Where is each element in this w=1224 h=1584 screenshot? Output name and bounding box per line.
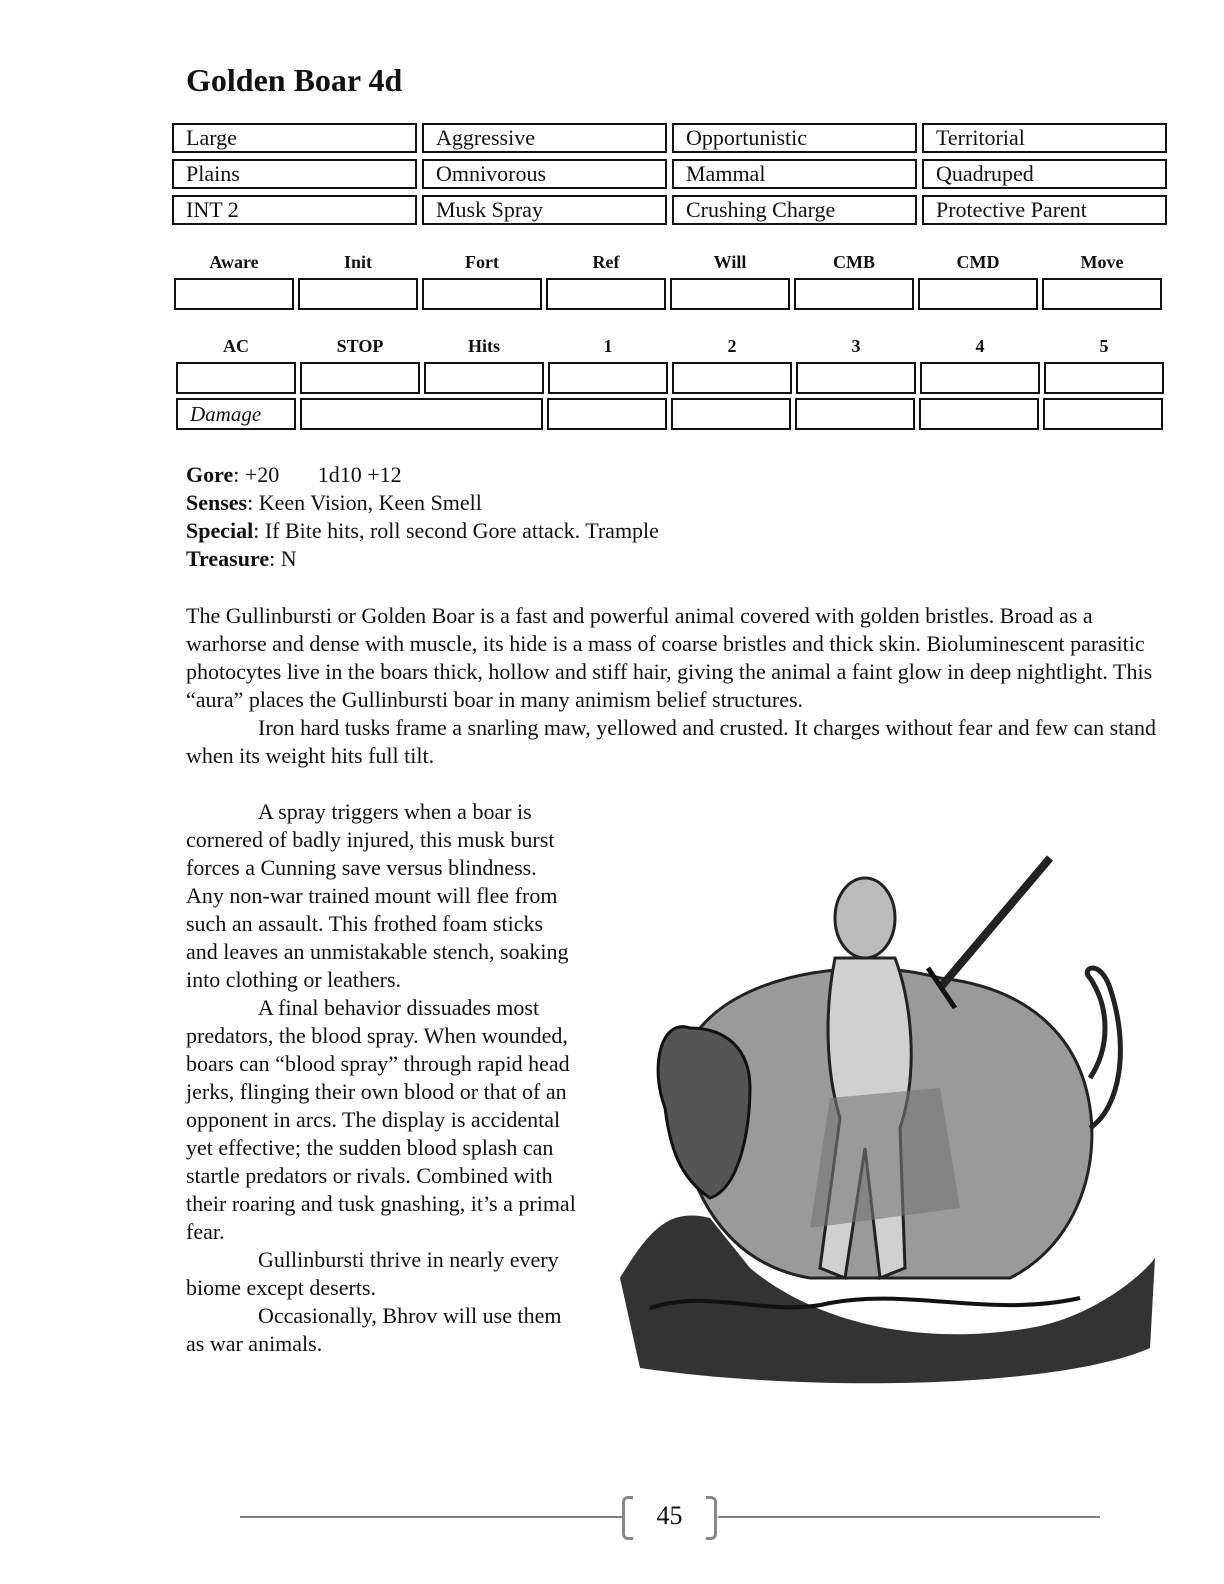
- damage-row: [176, 398, 1163, 430]
- damage-label: Damage: [176, 398, 296, 430]
- paragraph: A spray triggers when a boar is cornered of badly injured, this musk burst forces a Cunning save versus blindness. Any non-war trained mount will flee from such an assault. This frothed foam sticks and leaves an unmistakable stench, soaking into clothing or leathers.: [186, 799, 569, 992]
- stat-label: 4: [975, 336, 985, 356]
- attr-senses: Senses: Keen Vision, Keen Smell: [186, 490, 482, 515]
- damage-box[interactable]: [795, 398, 915, 430]
- damage-box[interactable]: [547, 398, 667, 430]
- trait-cell: Mammal: [672, 159, 917, 189]
- stat-label: Aware: [209, 252, 259, 272]
- stat-box[interactable]: [672, 362, 792, 394]
- stat-box[interactable]: [796, 362, 916, 394]
- paragraph: The Gullinbursti or Golden Boar is a fast and powerful animal covered with golden bristles. Broad as a warhorse and dense with muscle, its hide is a mass of coarse bristles and thick skin. Bioluminescent parasitic photocytes live in the boars thick, hollow and stiff hair, giving the animal a faint glow in deep nightlight. This “aura” places the Gullinbursti boar in many animism belief structures.: [186, 603, 1153, 712]
- footer-bracket-right: [706, 1496, 717, 1540]
- stat-box[interactable]: [1044, 362, 1164, 394]
- attr-gore: Gore: +20 1d10 +12: [186, 462, 402, 487]
- attr-special: Special: If Bite hits, roll second Gore attack. Trample: [186, 518, 659, 543]
- stat-label: Init: [343, 252, 372, 272]
- paragraph: Occasionally, Bhrov will use them as war animals.: [186, 1303, 562, 1356]
- trait-cell: Quadruped: [922, 159, 1167, 189]
- stat-box[interactable]: [422, 278, 542, 310]
- footer-rule-left: [240, 1516, 622, 1518]
- stat-label: STOP: [336, 336, 384, 356]
- stat-box[interactable]: [794, 278, 914, 310]
- stat-label: 5: [1099, 336, 1109, 356]
- stat-label: 2: [727, 336, 737, 356]
- trait-cell: Crushing Charge: [672, 195, 917, 225]
- stat-box[interactable]: [424, 362, 544, 394]
- stat-label: Hits: [467, 336, 500, 356]
- stat-box[interactable]: [548, 362, 668, 394]
- trait-cell: INT 2: [172, 195, 417, 225]
- stat-block-2: [176, 336, 1164, 394]
- stat-box[interactable]: [1042, 278, 1162, 310]
- page-title: Golden Boar 4d: [186, 62, 403, 98]
- trait-cell: Protective Parent: [922, 195, 1167, 225]
- description-narrow: [186, 798, 578, 1358]
- damage-box[interactable]: [300, 398, 543, 430]
- footer-rule-right: [718, 1516, 1100, 1518]
- attr-treasure: Treasure: N: [186, 546, 297, 571]
- stat-label: AC: [223, 336, 249, 356]
- trait-cell: Plains: [172, 159, 417, 189]
- stat-label: Ref: [592, 252, 620, 272]
- stat-box[interactable]: [920, 362, 1040, 394]
- traits-grid: [172, 123, 1167, 225]
- stat-label: 1: [603, 336, 613, 356]
- attributes: [186, 461, 659, 573]
- stat-label: CMD: [956, 252, 1000, 272]
- trait-cell: Territorial: [922, 123, 1167, 153]
- stat-box[interactable]: [176, 362, 296, 394]
- stat-box[interactable]: [174, 278, 294, 310]
- trait-cell: Musk Spray: [422, 195, 667, 225]
- damage-box[interactable]: [671, 398, 791, 430]
- stat-box[interactable]: [546, 278, 666, 310]
- stat-label: CMB: [833, 252, 875, 272]
- stat-label: Fort: [465, 252, 499, 272]
- stat-label: 3: [851, 336, 861, 356]
- paragraph: A final behavior dissuades most predators, the blood spray. When wounded, boars can “blood spray” through rapid head jerks, flinging their own blood or that of an opponent in arcs. The display is accidental yet effective; the sudden blood splash can startle predators or rivals. Combined with their roaring and tusk gnashing, it’s a primal fear.: [186, 995, 576, 1244]
- trait-cell: Aggressive: [422, 123, 667, 153]
- stat-box[interactable]: [300, 362, 420, 394]
- page-number: 45: [656, 1501, 683, 1530]
- stat-box[interactable]: [918, 278, 1038, 310]
- stat-box[interactable]: [298, 278, 418, 310]
- stat-box[interactable]: [670, 278, 790, 310]
- stat-label: Move: [1080, 252, 1124, 272]
- trait-cell: Opportunistic: [672, 123, 917, 153]
- paragraph: Iron hard tusks frame a snarling maw, yellowed and crusted. It charges without fear and few can stand when its weight hits full tilt.: [186, 715, 1157, 768]
- description-wide: [186, 602, 1161, 770]
- boar-and-warrior-illustration: [610, 848, 1160, 1393]
- damage-box[interactable]: [919, 398, 1039, 430]
- trait-cell: Large: [172, 123, 417, 153]
- damage-box[interactable]: [1043, 398, 1163, 430]
- paragraph: Gullinbursti thrive in nearly every biome except deserts.: [186, 1247, 559, 1300]
- stat-label: Will: [713, 252, 747, 272]
- trait-cell: Omnivorous: [422, 159, 667, 189]
- stat-block-1: [174, 252, 1162, 310]
